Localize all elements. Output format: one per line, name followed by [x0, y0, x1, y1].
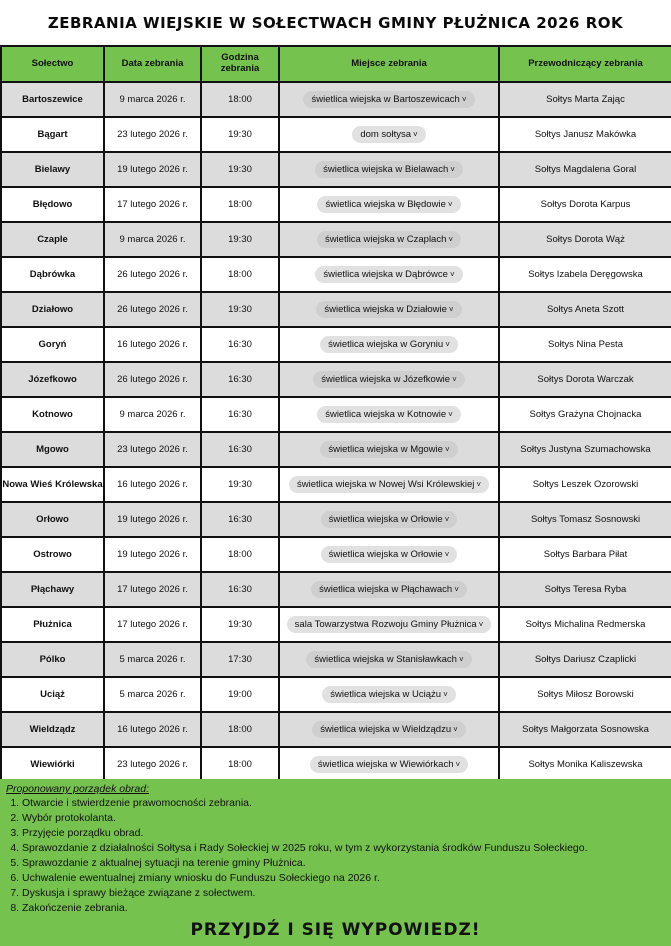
cell-chair: Sołtys Nina Pesta: [499, 327, 671, 362]
agenda-item: 2. Wybór protokolanta.: [22, 811, 665, 826]
cell-village: Józefkowo: [1, 362, 104, 397]
header-time: Godzina zebrania: [201, 46, 279, 82]
table-row: [1, 117, 671, 152]
cell-time: 18:00: [201, 187, 279, 222]
place-chip[interactable]: [303, 91, 474, 108]
cell-date: 17 lutego 2026 r.: [104, 607, 201, 642]
cell-place: [279, 257, 499, 292]
place-chip[interactable]: [317, 231, 461, 248]
chevron-down-icon: ˅: [445, 340, 450, 349]
table-row: [1, 82, 671, 117]
cell-chair: Sołtys Grażyna Chojnacka: [499, 397, 671, 432]
chevron-down-icon: ˅: [413, 130, 418, 139]
header-date: Data zebrania: [104, 46, 201, 82]
table-row: [1, 222, 671, 257]
table-row: [1, 362, 671, 397]
cell-village: Goryń: [1, 327, 104, 362]
cell-chair: Sołtys Dorota Wąż: [499, 222, 671, 257]
cell-date: 16 lutego 2026 r.: [104, 467, 201, 502]
cell-village: Dąbrówka: [1, 257, 104, 292]
table-body: [1, 82, 671, 782]
place-label: świetlica wiejska w Dąbrówce: [323, 269, 448, 280]
place-chip[interactable]: [317, 196, 460, 213]
chevron-down-icon: ˅: [448, 410, 453, 419]
cell-time: 16:30: [201, 397, 279, 432]
chevron-down-icon: ˅: [458, 655, 464, 664]
cell-time: 16:30: [201, 432, 279, 467]
cell-time: 19:30: [201, 467, 279, 502]
place-label: świetlica wiejska w Orłowie: [328, 514, 443, 525]
cell-village: Działowo: [1, 292, 104, 327]
cell-place: [279, 432, 499, 467]
cell-chair: Sołtys Janusz Makówka: [499, 117, 671, 152]
cell-village: Nowa Wieś Królewska: [1, 467, 104, 502]
place-label: świetlica wiejska w Czaplach: [324, 234, 447, 245]
cell-place: [279, 537, 499, 572]
table-row: [1, 712, 671, 747]
schedule-table: [0, 45, 671, 783]
cell-village: Pólko: [1, 642, 104, 677]
cell-chair: Sołtys Dariusz Czaplicki: [499, 642, 671, 677]
place-chip[interactable]: [287, 616, 492, 633]
place-label: świetlica wiejska w Goryniu: [328, 339, 444, 350]
cell-date: 26 lutego 2026 r.: [104, 362, 201, 397]
table-row: [1, 432, 671, 467]
chevron-down-icon: ˅: [444, 550, 450, 559]
place-label: świetlica wiejska w Uciążu: [330, 689, 442, 700]
agenda-item: 1. Otwarcie i stwierdzenie prawomocności zebrania.: [22, 796, 665, 811]
cell-chair: Sołtys Justyna Szumachowska: [499, 432, 671, 467]
place-label: świetlica wiejska w Stanisławkach: [314, 654, 457, 665]
cell-chair: Sołtys Marta Zając: [499, 82, 671, 117]
cell-place: [279, 747, 499, 782]
cell-place: [279, 292, 499, 327]
cell-village: Ostrowo: [1, 537, 104, 572]
page-title: ZEBRANIA WIEJSKIE W SOŁECTWACH GMINY PŁUŻNICA 2026 ROK: [47, 13, 624, 32]
cell-chair: Sołtys Barbara Piłat: [499, 537, 671, 572]
place-chip[interactable]: [320, 336, 458, 353]
place-chip[interactable]: [317, 406, 461, 423]
chevron-down-icon: ˅: [453, 725, 458, 734]
place-label: świetlica wiejska w Mgowie: [328, 444, 443, 455]
agenda-item: 5. Sprawozdanie z aktualnej sytuacji na terenie gminy Płużnica.: [22, 856, 665, 871]
cell-time: 16:30: [201, 362, 279, 397]
table-row: [1, 467, 671, 502]
place-chip[interactable]: [311, 581, 467, 598]
table-row: [1, 152, 671, 187]
place-chip[interactable]: [289, 476, 489, 493]
chevron-down-icon: ˅: [448, 305, 454, 314]
cell-place: [279, 397, 499, 432]
table-header-row: [1, 46, 671, 82]
table-row: [1, 677, 671, 712]
table-row: [1, 642, 671, 677]
place-label: dom sołtysa: [360, 129, 411, 140]
cell-time: 19:30: [201, 292, 279, 327]
place-chip[interactable]: [313, 371, 465, 388]
place-chip[interactable]: [322, 686, 456, 703]
agenda-section: [0, 779, 671, 946]
cell-date: 9 marca 2026 r.: [104, 397, 201, 432]
cell-village: Płąchawy: [1, 572, 104, 607]
cell-chair: Sołtys Tomasz Sosnowski: [499, 502, 671, 537]
cell-time: 19:30: [201, 607, 279, 642]
place-chip[interactable]: [312, 721, 466, 738]
cell-village: Bartoszewice: [1, 82, 104, 117]
cell-place: [279, 327, 499, 362]
place-label: świetlica wiejska w Płąchawach: [319, 584, 453, 595]
header-chair: Przewodniczący zebrania: [499, 46, 671, 82]
table-row: [1, 187, 671, 222]
place-label: świetlica wiejska w Nowej Wsi Królewskiej: [296, 479, 475, 490]
agenda-list: [22, 796, 665, 916]
cell-time: 18:00: [201, 257, 279, 292]
cell-place: [279, 642, 499, 677]
cell-village: Wiewiórki: [1, 747, 104, 782]
cell-date: 17 lutego 2026 r.: [104, 572, 201, 607]
agenda-item: 8. Zakończenie zebrania.: [22, 901, 665, 916]
place-label: świetlica wiejska w Działowie: [324, 304, 447, 315]
place-chip[interactable]: [320, 441, 457, 458]
cell-place: [279, 502, 499, 537]
cell-place: [279, 117, 499, 152]
table-row: [1, 607, 671, 642]
place-label: świetlica wiejska w Bartoszewicach: [311, 94, 460, 105]
agenda-item: 4. Sprawozdanie z działalności Sołtysa i Rady Sołeckiej w 2025 roku, w tym z wykorzystania środków Funduszu Sołeckiego.: [22, 841, 665, 856]
chevron-down-icon: ˅: [450, 165, 455, 174]
cell-date: 23 lutego 2026 r.: [104, 747, 201, 782]
cell-time: 18:00: [201, 537, 279, 572]
place-chip[interactable]: [315, 161, 463, 178]
cell-time: 18:00: [201, 82, 279, 117]
chevron-down-icon: ˅: [444, 445, 450, 454]
place-label: świetlica wiejska w Bielawach: [323, 164, 449, 175]
cell-date: 19 lutego 2026 r.: [104, 537, 201, 572]
cell-chair: Sołtys Aneta Szott: [499, 292, 671, 327]
cell-time: 16:30: [201, 502, 279, 537]
place-label: świetlica wiejska w Wieldządzu: [320, 724, 452, 735]
cell-place: [279, 222, 499, 257]
cell-village: Mgowo: [1, 432, 104, 467]
cell-chair: Sołtys Magdalena Goral: [499, 152, 671, 187]
cell-place: [279, 187, 499, 222]
cell-place: [279, 467, 499, 502]
cell-chair: Sołtys Izabela Deręgowska: [499, 257, 671, 292]
cell-date: 16 lutego 2026 r.: [104, 327, 201, 362]
chevron-down-icon: ˅: [454, 585, 459, 594]
cell-chair: Sołtys Miłosz Borowski: [499, 677, 671, 712]
agenda-heading: Proponowany porządek obrad:: [6, 783, 150, 795]
cell-date: 19 lutego 2026 r.: [104, 152, 201, 187]
cell-place: [279, 82, 499, 117]
table-row: [1, 257, 671, 292]
chevron-down-icon: ˅: [444, 515, 450, 524]
chevron-down-icon: ˅: [443, 690, 448, 699]
cell-time: 17:30: [201, 642, 279, 677]
cell-time: 19:30: [201, 222, 279, 257]
cell-date: 17 lutego 2026 r.: [104, 187, 201, 222]
place-label: świetlica wiejska w Kotnowie: [325, 409, 447, 420]
place-label: świetlica wiejska w Orłowie: [328, 549, 443, 560]
chevron-down-icon: ˅: [447, 200, 453, 209]
place-chip[interactable]: [321, 511, 458, 528]
cell-date: 23 lutego 2026 r.: [104, 117, 201, 152]
cell-time: 18:00: [201, 712, 279, 747]
cell-village: Bągart: [1, 117, 104, 152]
cell-village: Kotnowo: [1, 397, 104, 432]
cell-time: 19:00: [201, 677, 279, 712]
table-row: [1, 572, 671, 607]
chevron-down-icon: ˅: [478, 620, 484, 629]
agenda-item: 3. Przyjęcie porządku obrad.: [22, 826, 665, 841]
cell-chair: Sołtys Michalina Redmerska: [499, 607, 671, 642]
table-row: [1, 292, 671, 327]
chevron-down-icon: ˅: [449, 270, 455, 279]
cell-chair: Sołtys Leszek Ozorowski: [499, 467, 671, 502]
place-chip[interactable]: [316, 301, 461, 318]
cell-time: 18:00: [201, 747, 279, 782]
cell-place: [279, 362, 499, 397]
cell-place: [279, 607, 499, 642]
cell-chair: Sołtys Dorota Warczak: [499, 362, 671, 397]
agenda-item: 6. Uchwalenie ewentualnej zmiany wniosku do Funduszu Sołeckiego na 2026 r.: [22, 871, 665, 886]
cell-date: 19 lutego 2026 r.: [104, 502, 201, 537]
cell-village: Wieldządz: [1, 712, 104, 747]
cell-date: 26 lutego 2026 r.: [104, 257, 201, 292]
place-chip[interactable]: [310, 756, 468, 773]
cell-chair: Sołtys Małgorzata Sosnowska: [499, 712, 671, 747]
table-row: [1, 502, 671, 537]
chevron-down-icon: ˅: [461, 95, 467, 104]
agenda-item: 7. Dyskusja i sprawy bieżące związane z sołectwem.: [22, 886, 665, 901]
cell-place: [279, 572, 499, 607]
cell-date: 26 lutego 2026 r.: [104, 292, 201, 327]
place-label: świetlica wiejska w Błędowie: [325, 199, 446, 210]
call-to-action: PRZYJDŹ I SIĘ WYPOWIEDZ!: [190, 920, 481, 940]
cell-time: 16:30: [201, 572, 279, 607]
cell-date: 9 marca 2026 r.: [104, 82, 201, 117]
chevron-down-icon: ˅: [476, 480, 482, 489]
cell-place: [279, 677, 499, 712]
chevron-down-icon: ˅: [455, 760, 461, 769]
cell-chair: Sołtys Monika Kaliszewska: [499, 747, 671, 782]
cell-date: 16 lutego 2026 r.: [104, 712, 201, 747]
cell-village: Błędowo: [1, 187, 104, 222]
cell-date: 5 marca 2026 r.: [104, 677, 201, 712]
title-bar: [0, 0, 671, 45]
cell-date: 23 lutego 2026 r.: [104, 432, 201, 467]
table-row: [1, 327, 671, 362]
chevron-down-icon: ˅: [448, 235, 454, 244]
cell-time: 19:30: [201, 117, 279, 152]
cell-village: Orłowo: [1, 502, 104, 537]
cell-chair: Sołtys Teresa Ryba: [499, 572, 671, 607]
table-row: [1, 537, 671, 572]
place-chip[interactable]: [315, 266, 462, 283]
cell-place: [279, 152, 499, 187]
cell-village: Bielawy: [1, 152, 104, 187]
place-label: świetlica wiejska w Wiewiórkach: [317, 759, 454, 770]
cell-village: Płużnica: [1, 607, 104, 642]
place-chip[interactable]: [306, 651, 471, 668]
cell-village: Uciąż: [1, 677, 104, 712]
header-village: Sołectwo: [1, 46, 104, 82]
place-chip[interactable]: [352, 126, 425, 143]
header-place: Miejsce zebrania: [279, 46, 499, 82]
cell-village: Czaple: [1, 222, 104, 257]
place-label: świetlica wiejska w Józefkowie: [321, 374, 451, 385]
place-chip[interactable]: [321, 546, 458, 563]
cell-place: [279, 712, 499, 747]
place-label: sala Towarzystwa Rozwoju Gminy Płużnica: [294, 619, 477, 630]
table-row: [1, 747, 671, 782]
cell-time: 16:30: [201, 327, 279, 362]
table-row: [1, 397, 671, 432]
cell-chair: Sołtys Dorota Karpus: [499, 187, 671, 222]
cell-date: 9 marca 2026 r.: [104, 222, 201, 257]
cell-time: 19:30: [201, 152, 279, 187]
chevron-down-icon: ˅: [452, 375, 457, 384]
cell-date: 5 marca 2026 r.: [104, 642, 201, 677]
